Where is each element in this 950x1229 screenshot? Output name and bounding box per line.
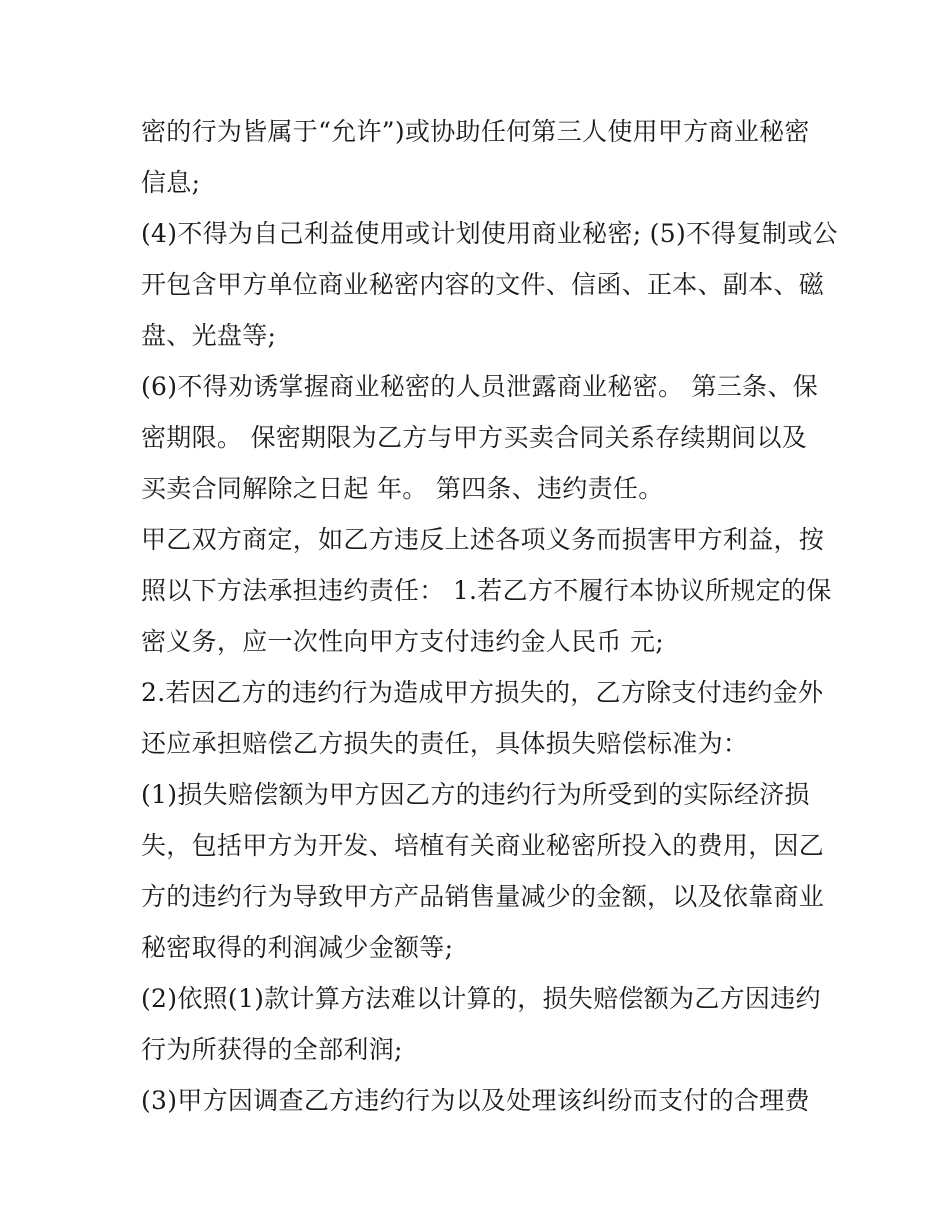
text-line: (4)不得为自己利益使用或计划使用商业秘密; (5)不得复制或公: [141, 219, 838, 248]
text-line: 密期限。 保密期限为乙方与甲方买卖合同关系存续期间以及: [141, 423, 808, 452]
text-line: 甲乙双方商定，如乙方违反上述各项义务而损害甲方利益，按: [141, 525, 825, 554]
text-line: 密的行为皆属于“允许”)或协助任何第三人使用甲方商业秘密: [141, 117, 810, 146]
text-line: 信息;: [141, 168, 201, 197]
text-line: 密义务，应一次性向甲方支付违约金人民币 元;: [141, 627, 664, 656]
text-line: (2)依照(1)款计算方法难以计算的，损失赔偿额为乙方因违约: [141, 984, 821, 1013]
text-line: 方的违约行为导致甲方产品销售量减少的金额，以及依靠商业: [141, 882, 825, 911]
text-line: (6)不得劝诱掌握商业秘密的人员泄露商业秘密。 第三条、保: [141, 372, 819, 401]
text-line: (3)甲方因调查乙方违约行为以及处理该纠纷而支付的合理费: [141, 1086, 810, 1115]
text-line: 还应承担赔偿乙方损失的责任，具体损失赔偿标准为：: [141, 729, 749, 758]
text-line: 行为所获得的全部利润;: [141, 1035, 403, 1064]
text-line: 开包含甲方单位商业秘密内容的文件、信函、正本、副本、磁: [141, 270, 825, 299]
text-line: 照以下方法承担违约责任： 1.若乙方不履行本协议所规定的保: [141, 576, 832, 605]
document-body: [141, 106, 838, 1126]
text-line: 2.若因乙方的违约行为造成甲方损失的，乙方除支付违约金外: [141, 678, 824, 707]
text-line: 盘、光盘等;: [141, 321, 277, 350]
text-line: 秘密取得的利润减少金额等;: [141, 933, 454, 962]
text-line: (1)损失赔偿额为甲方因乙方的违约行为所受到的实际经济损: [141, 780, 810, 809]
text-line: 失，包括甲方为开发、培植有关商业秘密所投入的费用，因乙: [141, 831, 825, 860]
text-line: 买卖合同解除之日起 年。 第四条、违约责任。: [141, 474, 664, 503]
